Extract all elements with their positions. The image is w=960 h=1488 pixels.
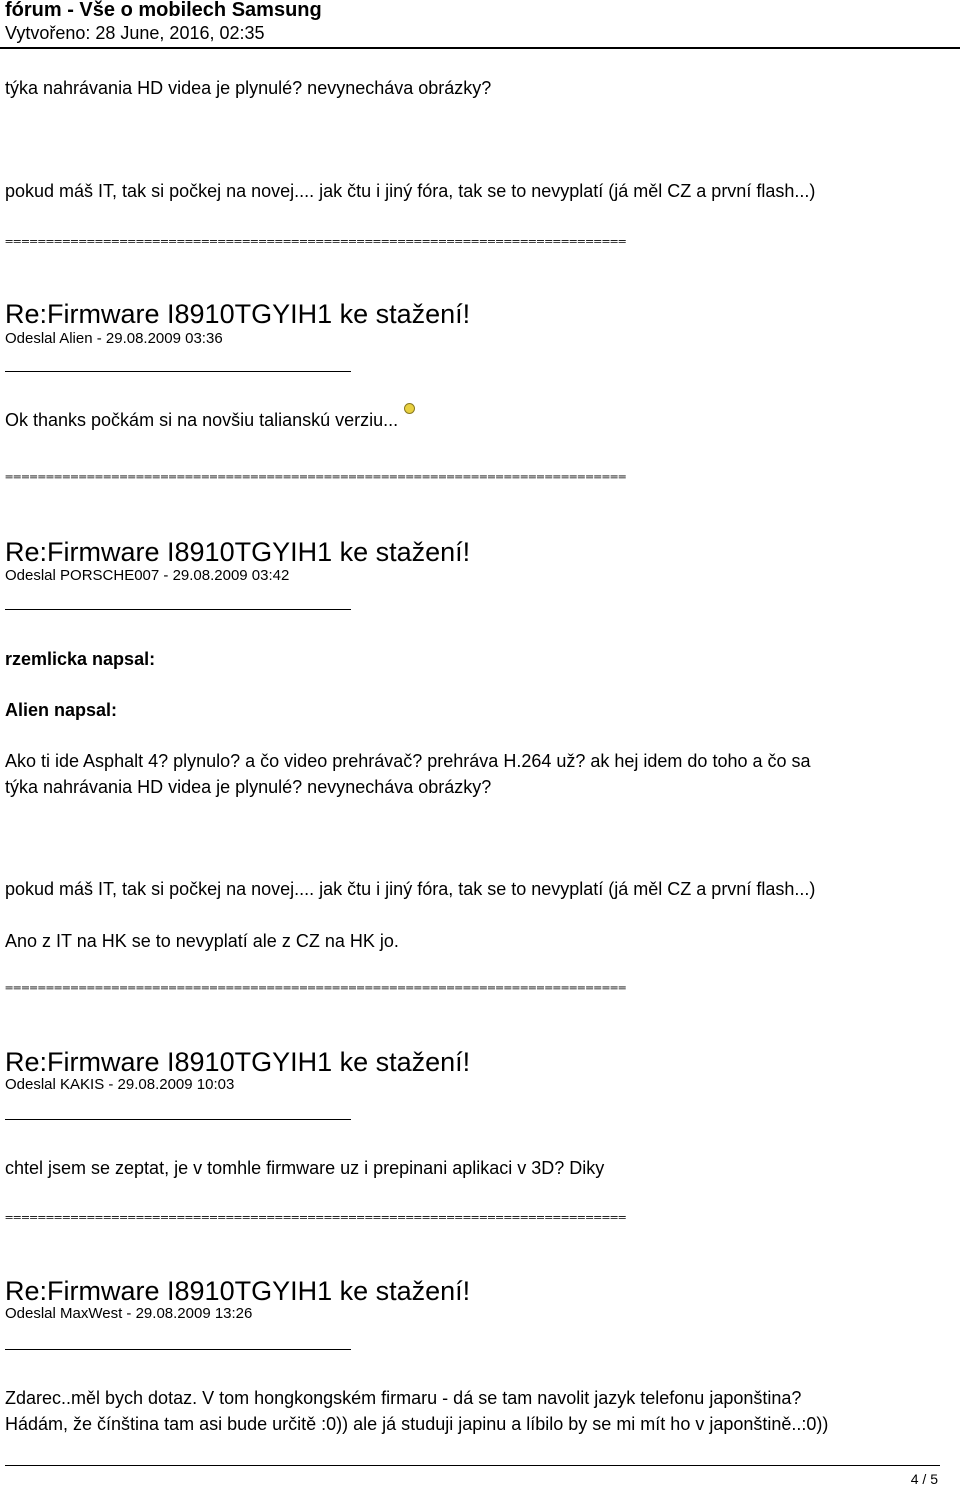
intro-line-2: pokud máš IT, tak si počkej na novej.... jak čtu i jiný fóra, tak se to nevyplatí (já měl CZ a první flash...) xyxy=(5,181,816,201)
post-body xyxy=(5,407,415,433)
post-title: Re:Firmware I8910TGYIH1 ke stažení! xyxy=(5,299,471,329)
footer-rule xyxy=(5,1465,940,1466)
post-underline xyxy=(5,1349,351,1350)
post-body-line: Ano z IT na HK se to nevyplatí ale z CZ na HK jo. xyxy=(5,931,399,951)
post-title: Re:Firmware I8910TGYIH1 ke stažení! xyxy=(5,1276,471,1306)
separator: ============================================================================ xyxy=(5,236,627,246)
post-title: Re:Firmware I8910TGYIH1 ke stažení! xyxy=(5,1047,471,1077)
post-body-line: Ako ti ide Asphalt 4? plynulo? a čo video prehrávač? prehráva H.264 už? ak hej idem do toho a čo sa xyxy=(5,751,811,771)
post-body: chtel jsem se zeptat, je v tomhle firmware uz i prepinani aplikaci v 3D? Diky xyxy=(5,1158,605,1178)
post-body-line: týka nahrávania HD videa je plynulé? nevynecháva obrázky? xyxy=(5,777,492,797)
separator: ============================================================================ xyxy=(5,472,627,482)
post-body-line: Hádám, že čínština tam asi bude určitě :0)) ale já studuji japinu a líbilo by se mi mít ho v japonštině..:0)) xyxy=(5,1414,829,1434)
intro-line-1: týka nahrávania HD videa je plynulé? nevynecháva obrázky? xyxy=(5,78,492,98)
post-meta: Odeslal KAKIS - 29.08.2009 10:03 xyxy=(5,1076,235,1093)
created-date: Vytvořeno: 28 June, 2016, 02:35 xyxy=(5,23,265,43)
post-meta: Odeslal Alien - 29.08.2009 03:36 xyxy=(5,330,223,347)
post-meta: Odeslal PORSCHE007 - 29.08.2009 03:42 xyxy=(5,567,290,584)
post-title: Re:Firmware I8910TGYIH1 ke stažení! xyxy=(5,537,471,567)
post-body-line: Zdarec..měl bych dotaz. V tom hongkongském firmaru - dá se tam navolit jazyk telefonu japonština? xyxy=(5,1388,802,1408)
quote-author: Alien napsal: xyxy=(5,700,118,720)
separator: ============================================================================ xyxy=(5,983,627,993)
post-underline xyxy=(5,1119,351,1120)
post-body-text: Ok thanks počkám si na novšiu talianskú verziu... xyxy=(5,410,399,430)
quote-author: rzemlicka napsal: xyxy=(5,649,156,669)
page-number: 4 / 5 xyxy=(910,1471,938,1487)
post-underline xyxy=(5,371,351,372)
separator: ============================================================================ xyxy=(5,1212,627,1222)
header-rule xyxy=(0,47,960,49)
post-meta: Odeslal MaxWest - 29.08.2009 13:26 xyxy=(5,1305,253,1322)
document-title: fórum - Vše o mobilech Samsung xyxy=(5,0,322,21)
smiley-icon xyxy=(404,403,415,414)
post-underline xyxy=(5,609,351,610)
post-body-line: pokud máš IT, tak si počkej na novej.... jak čtu i jiný fóra, tak se to nevyplatí (já měl CZ a první flash...) xyxy=(5,879,816,899)
